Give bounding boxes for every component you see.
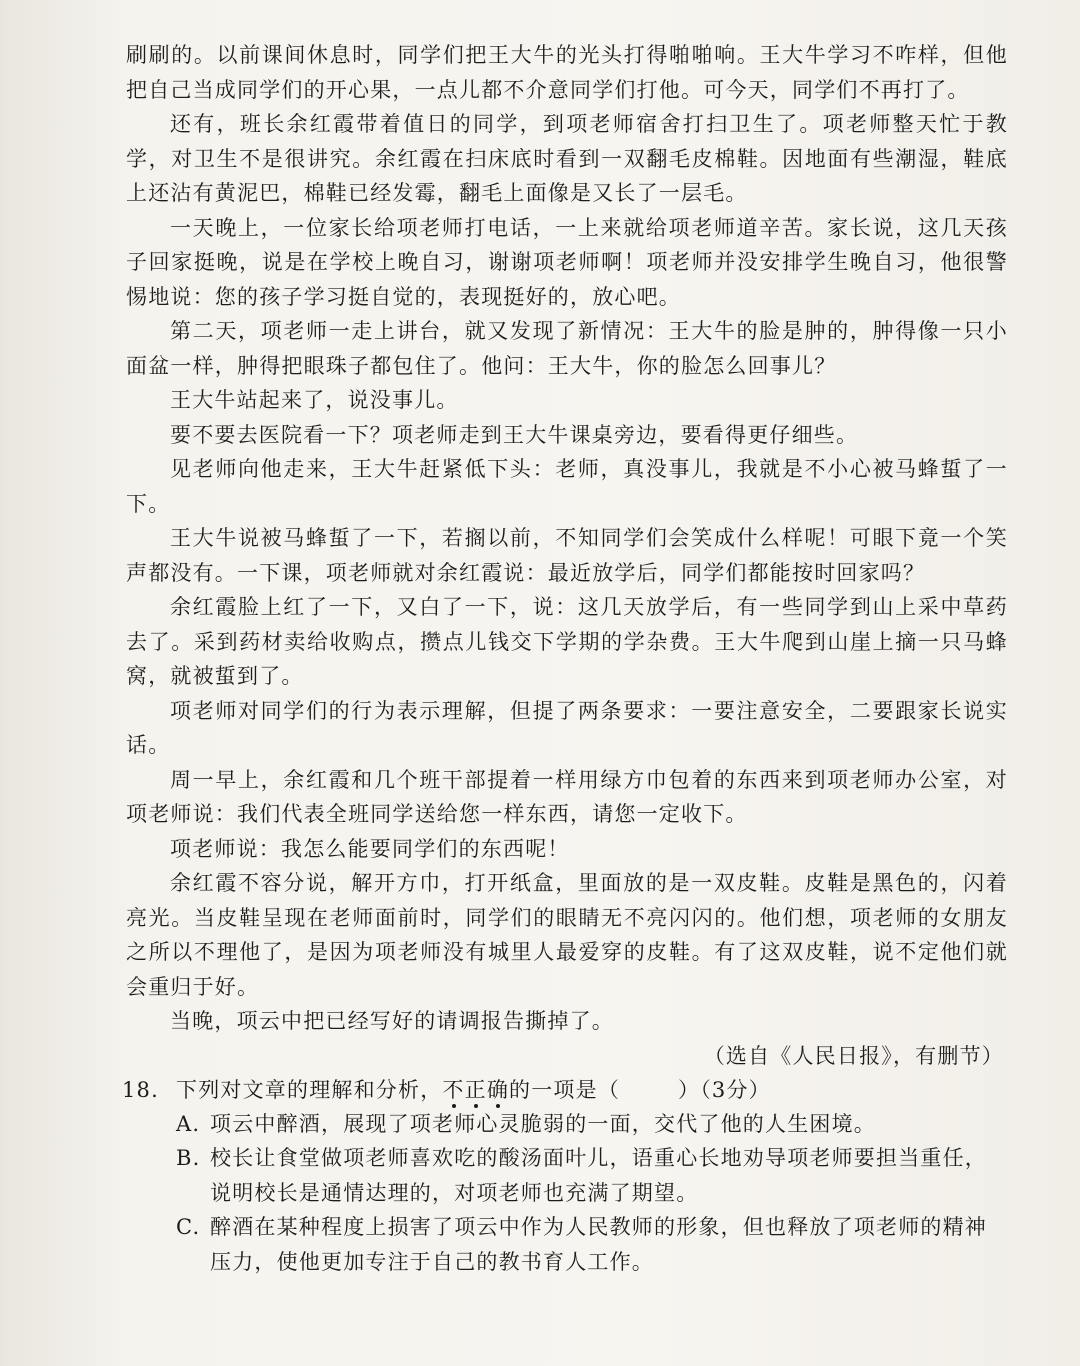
article-paragraph-9: 余红霞脸上红了一下，又白了一下，说：这几天放学后，有一些同学到山上采中草药去了。采到药材卖给收购点，攒点儿钱交下学期的学杂费。王大牛爬到山崖上摘一只马蜂窝，就被蜇到了。 bbox=[126, 595, 1008, 688]
article-paragraph-13: 余红霞不容分说，解开方巾，打开纸盒，里面放的是一双皮鞋。皮鞋是黑色的，闪着亮光。当皮鞋呈现在老师面前时，同学们的眼睛无不亮闪闪的。他们想，项老师的女朋友之所以不理他了，是因为项老师没有城里人最爱穿的皮鞋。有了这双皮鞋，说不定他们就会重归于好。 bbox=[126, 871, 1008, 999]
article-paragraph-14: 当晚，项云中把已经写好的请调报告撕掉了。 bbox=[170, 1009, 614, 1033]
option-b-text: 校长让食堂做项老师喜欢吃的酸汤面叶儿，语重心长地劝导项老师要担当重任，说明校长是通情达理的，对项老师也充满了期望。 bbox=[210, 1146, 987, 1205]
article-paragraph-11: 周一早上，余红霞和几个班干部提着一样用绿方巾包着的东西来到项老师办公室，对项老师说：我们代表全班同学送给您一样东西，请您一定收下。 bbox=[126, 767, 1008, 826]
question-18 bbox=[122, 1073, 1008, 1107]
option-a bbox=[126, 1107, 1008, 1142]
emphasis-char-1: 不 bbox=[442, 1077, 465, 1102]
article-paragraph-1: 刷刷的。以前课间休息时，同学们把王大牛的光头打得啪啪响。王大牛学习不咋样，但他把自己当成同学们的开心果，一点儿都不介意同学们打他。可今天，同学们不再打了。 bbox=[126, 43, 1008, 102]
question-stem bbox=[126, 1073, 1008, 1107]
option-c bbox=[126, 1210, 1008, 1279]
option-b-letter: B. bbox=[176, 1146, 201, 1170]
option-c-letter: C. bbox=[176, 1215, 201, 1239]
question-close: ）（3分） bbox=[678, 1077, 771, 1102]
emphasis-char-2: 正 bbox=[464, 1077, 487, 1102]
option-c-text: 醉酒在某种程度上损害了项云中作为人民教师的形象，但也释放了项老师的精神压力，使他更加专注于自己的教书育人工作。 bbox=[210, 1215, 987, 1274]
article-paragraph-8: 王大牛说被马蜂蜇了一下，若搁以前，不知同学们会笑成什么样呢！可眼下竟一个笑声都没有。一下课，项老师就对余红霞说：最近放学后，同学们都能按时回家吗？ bbox=[126, 526, 1008, 585]
article-paragraph-7: 见老师向他走来，王大牛赶紧低下头：老师，真没事儿，我就是不小心被马蜂蜇了一下。 bbox=[126, 457, 1008, 516]
article-paragraph-2: 还有，班长余红霞带着值日的同学，到项老师宿舍打扫卫生了。项老师整天忙于教学，对卫生不是很讲究。余红霞在扫床底时看到一双翻毛皮棉鞋。因地面有些潮湿，鞋底上还沾有黄泥巴，棉鞋已经发霉，翻毛上面像是又长了一层毛。 bbox=[126, 112, 1008, 205]
article-paragraph-10: 项老师对同学们的行为表示理解，但提了两条要求：一要注意安全，二要跟家长说实话。 bbox=[126, 698, 1008, 757]
article-paragraph-12: 项老师说：我怎么能要同学们的东西呢！ bbox=[170, 836, 570, 861]
article-paragraph-3: 一天晚上，一位家长给项老师打电话，一上来就给项老师道辛苦。家长说，这几天孩子回家挺晚，说是在学校上晚自习，谢谢项老师啊！项老师并没安排学生晚自习，他很警惕地说：您的孩子学习挺自觉的，表现挺好的，放心吧。 bbox=[126, 215, 1008, 309]
article-source: （选自《人民日报》，有删节） bbox=[703, 1043, 1004, 1068]
question-number: 18. bbox=[122, 1077, 159, 1102]
option-a-text: 项云中醉酒，展现了项老师心灵脆弱的一面，交代了他的人生困境。 bbox=[210, 1111, 876, 1136]
option-a-letter: A. bbox=[176, 1111, 201, 1136]
question-prefix: 下列对文章的理解和分析， bbox=[176, 1077, 443, 1102]
option-b bbox=[126, 1141, 1008, 1210]
article-paragraph-4: 第二天，项老师一走上讲台，就又发现了新情况：王大牛的脸是肿的，肿得像一只小面盆一样，肿得把眼珠子都包住了。他问：王大牛，你的脸怎么回事儿？ bbox=[126, 319, 1008, 378]
article-paragraph-6: 要不要去医院看一下？项老师走到王大牛课桌旁边，要看得更仔细些。 bbox=[170, 422, 859, 447]
article-paragraph-5: 王大牛站起来了，说没事儿。 bbox=[170, 388, 459, 412]
emphasis-char-3: 确 bbox=[486, 1077, 510, 1102]
question-suffix: 的一项是（ bbox=[509, 1077, 621, 1102]
